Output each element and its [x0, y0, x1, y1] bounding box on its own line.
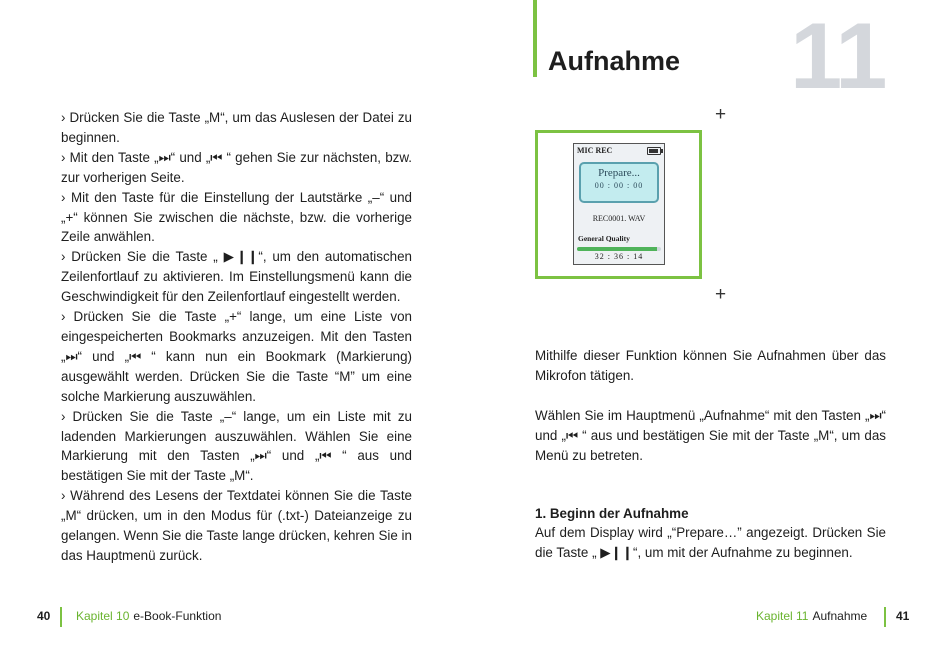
quality-label: General Quality [578, 234, 630, 243]
footer-left [76, 609, 221, 623]
device-screen-illustration [535, 130, 702, 279]
instruction-paragraph: › Drücken Sie die Taste „M“, um das Auslesen der Datei zu beginnen. [61, 110, 412, 145]
status-title: Prepare... [598, 167, 640, 179]
chapter-title-accent-bar [533, 0, 537, 77]
section-heading: 1. Beginn der Aufnahme [535, 505, 689, 521]
status-box [579, 162, 659, 203]
recording-progress-bar [577, 247, 661, 251]
footer-chapter-name: Aufnahme [812, 609, 868, 623]
lcd-display [573, 143, 665, 265]
file-name: REC0001. WAV [592, 214, 646, 223]
plus-marker-bottom: + [715, 284, 727, 305]
page-number-left: 40 [37, 609, 51, 623]
menu-instructions: Wählen Sie im Hauptmenü „Aufnahme“ mit den Tasten „⏭“ und „⏮ “ aus und bestätigen Sie mit der Taste „M“, um das Menü zu betreten. [535, 407, 886, 463]
status-time: 00 : 00 : 00 [594, 181, 644, 190]
page-number-right: 41 [896, 609, 910, 623]
right-page-body [535, 346, 886, 563]
progress-fill [577, 247, 657, 251]
chapter-number: 11 [790, 3, 886, 108]
instruction-paragraph: › Mit den Taste für die Einstellung der Lautstärke „–“ und „+“ können Sie zwischen die nächste, bzw. die vorherige Zeile anwählen. [61, 189, 412, 245]
chapter-title: Aufnahme [548, 46, 681, 76]
footer-chapter-name: e-Book-Funktion [133, 609, 222, 623]
instruction-paragraph: › Drücken Sie die Taste „–“ lange, um ein Liste mit zu ladenden Markierungen auszuwählen. Wählen Sie eine Markierung mit den Tasten „⏭“ und „⏮ “ aus und bestätigen Sie mit der Taste „M“. [61, 408, 412, 484]
footer-chapter-label: Kapitel 11 [756, 609, 809, 623]
plus-marker-top: + [715, 104, 727, 125]
instruction-paragraph: › Drücken Sie die Taste „+“ lange, um eine Liste von eingespeicherten Bookmarks anzuzeigen. Mit den Tasten „⏭“ und „⏮ “ kann nun ein Bookmark (Markierung) ausgewählt werden. Drücken Sie die Taste “M” um eine solche Markierung auszuwählen. [61, 309, 412, 404]
left-page-body [61, 108, 412, 566]
footer-accent-bar-right [884, 607, 886, 627]
footer-accent-bar-left [60, 607, 62, 627]
section-text: Auf dem Display wird „“Prepare…” angezeigt. Drücken Sie die Taste „ ▶❙❙“, um mit der Aufnahme zu beginnen. [535, 525, 886, 561]
instruction-paragraph: › Drücken Sie die Taste „ ▶❙❙“, um den automatischen Zeilenfortlauf zu aktivieren. Im Einstellungsmenü kann die Geschwindigkeit für den Zeilenfortlauf eingestellt werden. [61, 249, 412, 305]
footer-chapter-label: Kapitel 10 [76, 609, 130, 623]
instruction-paragraph: › Während des Lesens der Textdatei können Sie die Taste „M“ drücken, um in den Modus für (.txt-) Dateianzeige zu gelangen. Wenn Sie die Taste lange drücken, kehren Sie in das Hauptmenü zurück. [61, 488, 412, 563]
intro-paragraph: Mithilfe dieser Funktion können Sie Aufnahmen über das Mikrofon tätigen. [535, 348, 886, 383]
lcd-header: MIC REC [577, 146, 613, 155]
footer-right [756, 609, 867, 623]
battery-icon [647, 147, 661, 155]
instruction-paragraph: › Mit den Taste „⏭“ und „⏮ “ gehen Sie zur nächsten, bzw. zur vorherigen Seite. [61, 149, 412, 185]
remaining-time: 32 : 36 : 14 [594, 252, 644, 261]
